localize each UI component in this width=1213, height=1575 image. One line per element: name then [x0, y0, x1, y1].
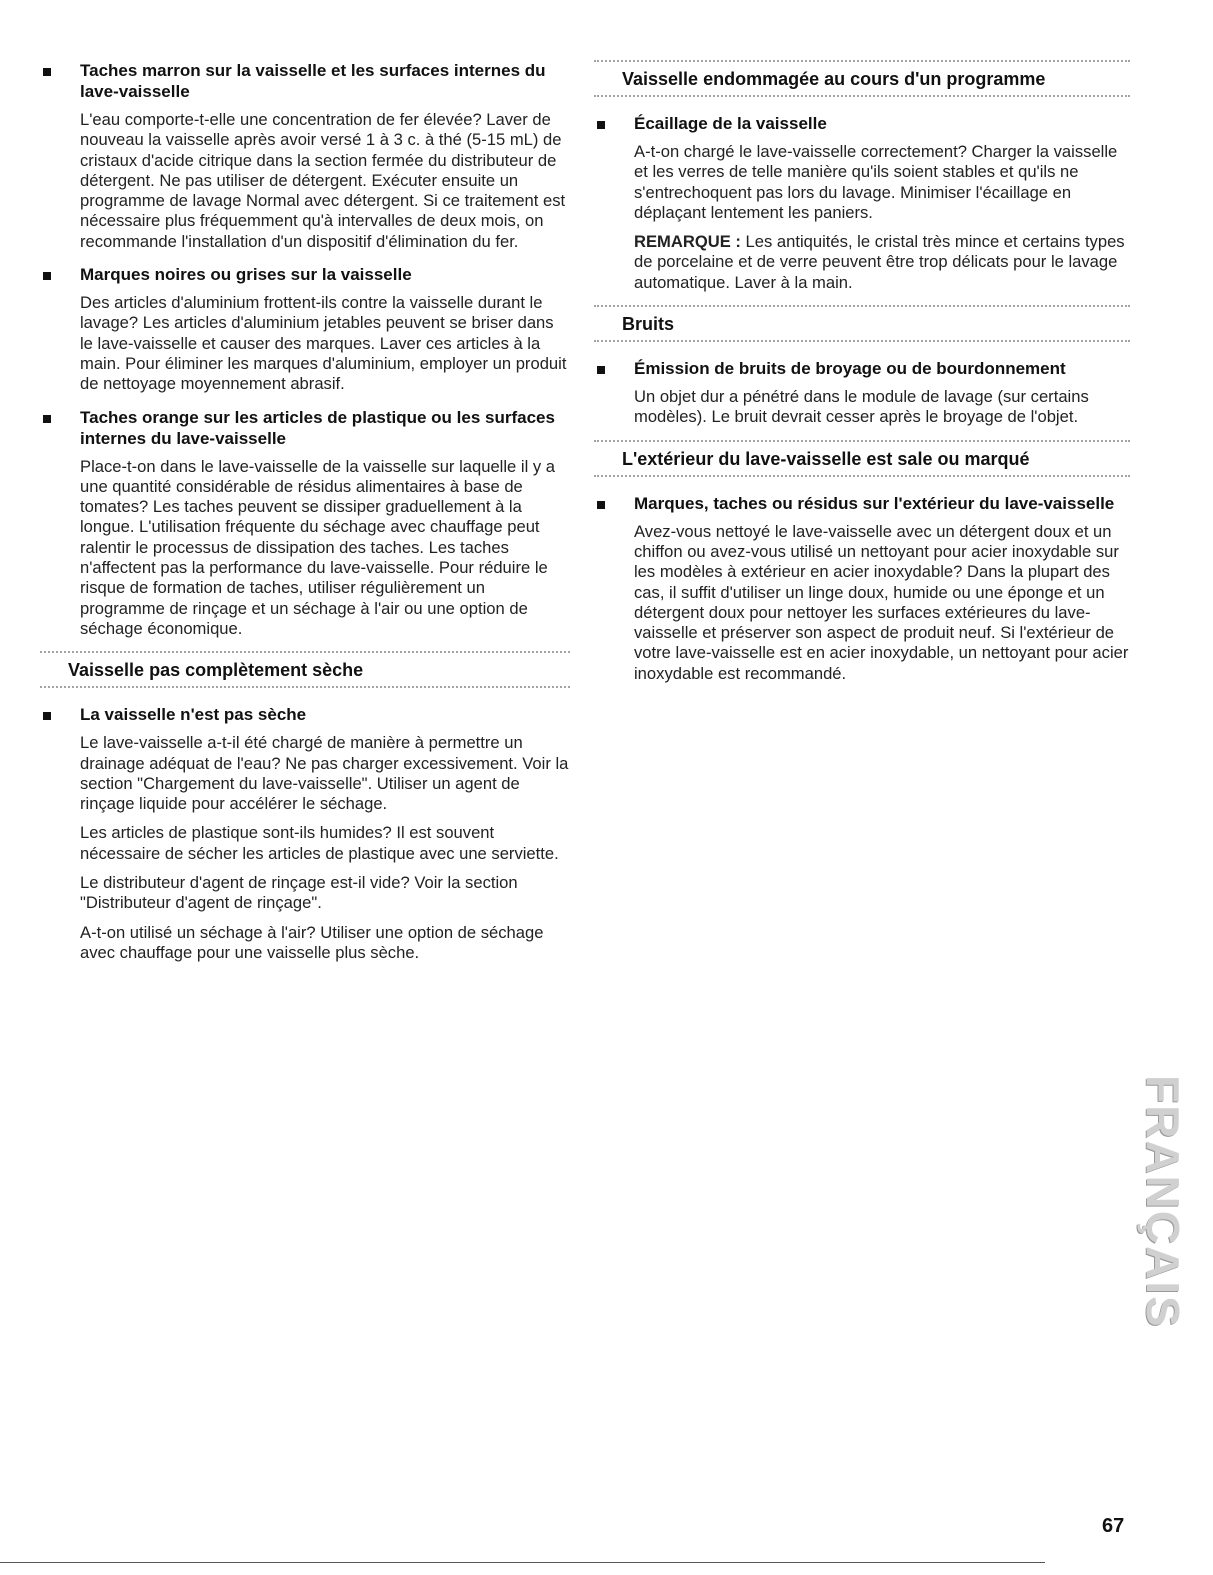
square-bullet-icon — [43, 415, 51, 423]
paragraph-text: A-t-on chargé le lave-vaisselle correctement? Charger la vaisselle et les verres de telle manière qu'ils soient stables et qu'ils ne s'entrechoquent pas lors du lavage. Minimiser l'écaillage en déplaçant lentement les paniers. — [634, 142, 1118, 222]
square-bullet-icon — [43, 272, 51, 280]
section-title: L'extérieur du lave-vaisselle est sale ou marqué — [622, 448, 1030, 469]
paragraph-text: A-t-on utilisé un séchage à l'air? Utiliser une option de séchage avec chauffage pour une vaisselle plus sèche. — [80, 922, 544, 962]
troubleshooting-item — [594, 358, 1130, 428]
item-paragraph — [80, 110, 570, 252]
paragraph-text: Des articles d'aluminium frottent-ils contre la vaisselle durant le lavage? Les articles d'aluminium jetables peuvent se briser dans le lave-vaisselle et causer des marques. Laver ces articles à la main. Pour éliminer les marques d'aluminium, employer un produit de nettoyage moyennement abrasif. — [80, 293, 567, 394]
section-title: Vaisselle pas complètement sèche — [68, 660, 364, 681]
bottom-rule — [0, 1562, 1045, 1563]
troubleshooting-item — [594, 113, 1130, 293]
item-title: Marques, taches ou résidus sur l'extérieur du lave-vaisselle — [634, 493, 1115, 513]
side-language-label: FRANÇAIS — [1137, 1075, 1189, 1329]
right-column — [594, 60, 1130, 696]
item-title: Marques noires ou grises sur la vaisselle — [80, 265, 412, 285]
troubleshooting-item — [40, 60, 570, 252]
paragraph-text: Les antiquités, le cristal très mince et certains types de porcelaine et de verre peuvent être trop délicats pour le lavage automatique. Laver à la main. — [634, 232, 1125, 292]
dotted-rule — [594, 60, 1130, 62]
paragraph-text: Un objet dur a pénétré dans le module de lavage (sur certains modèles). Le bruit devrait cesser après le broyage de l'objet. — [634, 387, 1089, 427]
troubleshooting-item — [40, 704, 570, 963]
left-column — [40, 60, 570, 975]
troubleshooting-item — [594, 493, 1130, 684]
dotted-rule — [40, 651, 570, 653]
item-paragraph — [80, 873, 570, 914]
dotted-rule — [594, 95, 1130, 97]
paragraph-text: Place-t-on dans le lave-vaisselle de la vaisselle sur laquelle il y a une quantité considérable de résidus alimentaires à base de tomates? Les taches peuvent se dissiper graduellement à la longue. L'utilisation fréquente du séchage avec chauffage peut ralentir le processus de dissipation des taches. Les taches n'affectent pas la performance du lave-vaisselle. Pour réduire le risque de formation de taches, utiliser régulièrement un programme de rinçage et un séchage à l'air ou une option de séchage économique. — [80, 456, 556, 638]
square-bullet-icon — [597, 121, 605, 129]
dotted-rule — [594, 440, 1130, 442]
square-bullet-icon — [597, 366, 605, 374]
dotted-rule — [40, 686, 570, 688]
section-title: Vaisselle endommagée au cours d'un programme — [622, 69, 1046, 89]
item-paragraph — [634, 522, 1130, 684]
dotted-rule — [594, 475, 1130, 477]
section-title: Bruits — [622, 314, 675, 335]
dotted-rule — [594, 305, 1130, 307]
item-paragraph — [634, 387, 1130, 428]
paragraph-text: Avez-vous nettoyé le lave-vaisselle avec un détergent doux et un chiffon ou avez-vous utilisé un nettoyant pour acier inoxydable sur les modèles à extérieur en acier inoxydable? Dans la plupart des cas, il suffit d'utiliser un linge doux, humide ou une éponge et un détergent doux pour nettoyer les surfaces extérieures du lave-vaisselle et préserver son aspect de produit neuf. Si l'extérieur de votre lave-vaisselle est en acier inoxydable, un nettoyant pour acier inoxydable est recommandé. — [634, 521, 1129, 683]
item-paragraph — [80, 457, 570, 640]
item-title: La vaisselle n'est pas sèche — [80, 705, 307, 725]
item-title: Émission de bruits de broyage ou de bourdonnement — [634, 359, 1066, 379]
section-heading — [40, 651, 570, 688]
item-paragraph — [634, 232, 1130, 293]
item-paragraph — [80, 823, 570, 864]
section-heading — [594, 305, 1130, 342]
section-heading — [594, 440, 1130, 477]
paragraph-text: Le lave-vaisselle a-t-il été chargé de manière à permettre un drainage adéquat de l'eau? Ne pas charger excessivement. Voir la section "Chargement du lave-vaisselle". Utiliser un agent de rinçage liquide pour accélérer le séchage. — [80, 733, 569, 814]
item-paragraph — [80, 923, 570, 964]
note-label: REMARQUE : — [634, 232, 741, 252]
section-heading — [594, 60, 1130, 97]
item-title: Taches orange sur les articles de plastique ou les surfaces internes du lave-vaisselle — [80, 407, 555, 448]
square-bullet-icon — [597, 501, 605, 509]
square-bullet-icon — [43, 68, 51, 76]
troubleshooting-item — [40, 407, 570, 640]
item-paragraph — [80, 293, 570, 394]
item-paragraph — [80, 733, 570, 814]
paragraph-text: Les articles de plastique sont-ils humides? Il est souvent nécessaire de sécher les articles de plastique avec une serviette. — [80, 823, 559, 863]
item-title: Écaillage de la vaisselle — [634, 114, 827, 133]
item-title: Taches marron sur la vaisselle et les surfaces internes du lave-vaisselle — [80, 61, 546, 101]
dotted-rule — [594, 340, 1130, 342]
square-bullet-icon — [43, 712, 51, 720]
page-number: 67 — [1102, 1515, 1125, 1537]
troubleshooting-item — [40, 264, 570, 394]
paragraph-text: Le distributeur d'agent de rinçage est-il vide? Voir la section "Distributeur d'agent de rinçage". — [80, 873, 518, 913]
item-paragraph — [634, 142, 1130, 223]
paragraph-text: L'eau comporte-t-elle une concentration de fer élevée? Laver de nouveau la vaisselle après avoir versé 1 à 3 c. à thé (5-15 mL) de cristaux d'acide citrique dans la section fermée du distributeur de détergent. Ne pas utiliser de détergent. Exécuter ensuite un programme de lavage Normal avec détergent. Si ce traitement est nécessaire plus fréquemment qu'à intervalles de deux mois, on recommande l'installation d'un dispositif d'élimination du fer. — [80, 110, 566, 251]
